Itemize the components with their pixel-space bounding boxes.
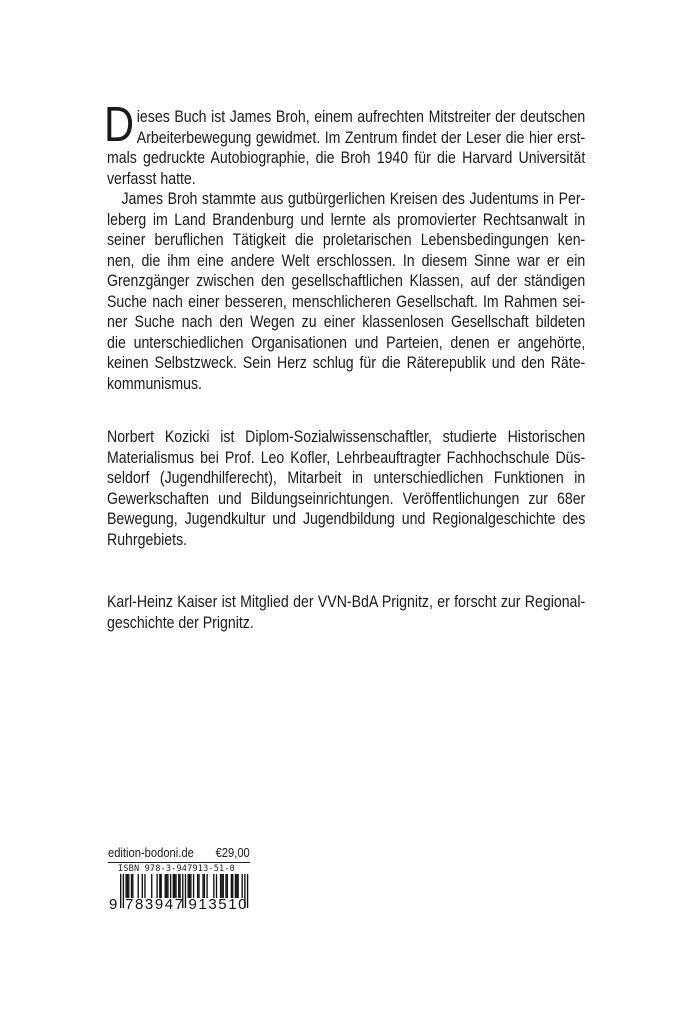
barcode-bar [151, 874, 152, 898]
text-line: Gewerkschaften und Bildungseinrichtungen. Veröffentlichungen zur 68er [107, 488, 586, 508]
barcode-bar [232, 874, 233, 898]
text-line: kommunismus. [107, 373, 202, 393]
drop-cap: D [104, 98, 135, 152]
barcode-bar [156, 874, 157, 898]
barcode-bar [236, 874, 237, 898]
barcode-bar [235, 874, 236, 898]
barcode-bar [221, 874, 222, 898]
barcode-bar [213, 874, 214, 898]
barcode-bar [165, 874, 166, 898]
barcode-bar [198, 874, 199, 898]
text-line: mals gedruckte Autobiographie, die Broh 1940 für die Harvard Universität [107, 148, 586, 167]
text-line: James Broh stammte aus gutbürgerlichen Kreisen des Judentums in Per- [121, 189, 586, 208]
barcode-digits: 913510 [188, 896, 247, 910]
text-line: verfasst hatte. [107, 168, 196, 188]
barcode-bar [166, 874, 167, 898]
text-line: die unterschiedlichen Organisationen und Parteien, denen er angehörte, [107, 332, 586, 352]
text-line: Ruhrgebiets. [107, 529, 188, 549]
barcode-bar [144, 874, 145, 898]
text-line: Grenzgänger zwischen den gesellschaftlichen Klassen, auf der ständigen [107, 271, 586, 290]
publisher-price-row [108, 844, 250, 863]
barcode-bar [161, 874, 162, 898]
barcode-bar [237, 874, 238, 898]
barcode-bar [179, 874, 180, 898]
barcode-bar [120, 874, 121, 908]
barcode-bar [185, 874, 186, 908]
blurb-paragraph-2 [107, 189, 585, 394]
barcode-bar [190, 874, 191, 898]
barcode-bar [227, 874, 228, 898]
text-line: Norbert Kozicki ist Diplom-Sozialwissenschaftler, studierte Historischen [107, 427, 586, 446]
barcode-bar [242, 874, 243, 898]
barcode-bar [188, 874, 189, 898]
barcode-bar [206, 874, 207, 898]
barcode-bar [125, 874, 126, 898]
text-line: seiner beruflichen Tätigkeit die proletarischen Lebensbedingungen ken- [107, 230, 586, 249]
barcode-bar [223, 874, 224, 898]
text-line: Arbeiterbewegung gewidmet. Im Zentrum findet der Leser die hier erst- [136, 127, 586, 147]
barcode-bar [178, 874, 179, 898]
barcode-bar [142, 874, 143, 898]
barcode-bars [108, 874, 250, 910]
publisher-url: edition-bodoni.de [108, 845, 194, 860]
text-line: Bewegung, Jugendkultur und Jugendbildung und Regionalgeschichte des [107, 509, 586, 528]
barcode-bar [128, 874, 129, 898]
barcode-bar [231, 874, 232, 898]
barcode-bar [197, 874, 198, 898]
price: €29,00 [215, 845, 250, 860]
text-line: Karl-Heinz Kaiser ist Mitglied der VVN-BdA Prignitz, er forscht zur Regional- [107, 592, 586, 611]
barcode-bar [204, 874, 205, 898]
barcode-digits: 783947 [125, 896, 184, 910]
barcode-bar [247, 874, 248, 908]
text-line: leberg im Land Brandenburg und lernte als promovierter Rechtsanwalt in [107, 209, 586, 229]
barcode-bar [220, 874, 221, 898]
text-line: keinen Selbstzweck. Sein Herz schlug für die Räterepublik und den Räte- [107, 353, 586, 372]
blurb-paragraph-1 [107, 107, 585, 189]
text-line: Materialismus bei Prof. Leo Kofler, Lehrbeauftragter Fachhochschule Düs- [107, 447, 586, 467]
text-line: ieses Buch ist James Broh, einem aufrechten Mitstreiter der deutschen [136, 107, 586, 126]
barcode-bar [127, 874, 128, 898]
barcode-bar [138, 874, 139, 898]
barcode-bar [123, 874, 124, 908]
isbn-barcode-box [108, 844, 250, 910]
barcode-bar [174, 874, 175, 898]
barcode-digits: 9 [109, 896, 118, 910]
isbn-label: ISBN 978-3-947913-51-0 [118, 864, 235, 874]
barcode-bar [159, 874, 160, 898]
text-line: Suche nach einer besseren, menschlicheren Gesellschaft. Im Rahmen sei- [107, 291, 586, 311]
barcode-bar [175, 874, 176, 898]
barcode-bar [189, 874, 190, 898]
barcode-bar [225, 874, 226, 898]
barcode-bar [132, 874, 133, 898]
author-bio-kozicki [107, 427, 585, 550]
barcode-bar [167, 874, 168, 898]
text-line: geschichte der Prignitz. [107, 612, 254, 632]
barcode-bar [173, 874, 174, 898]
barcode-bar [170, 874, 171, 898]
text-line: ner Suche nach den Wegen zu einer klassenlosen Gesellschaft bildeten [107, 312, 586, 331]
barcode-bar [193, 874, 194, 898]
text-line: nen, die ihm eine andere Welt erschlossen. In diesem Sinne war er ein [107, 250, 586, 270]
barcode-bar [202, 874, 203, 898]
barcode-bar [131, 874, 132, 898]
text-line: seldorf (Jugendhilferecht), Mitarbeit in unterschiedlichen Funktionen in [107, 468, 586, 487]
barcode-bar [216, 874, 217, 898]
author-bio-kaiser [107, 592, 585, 633]
